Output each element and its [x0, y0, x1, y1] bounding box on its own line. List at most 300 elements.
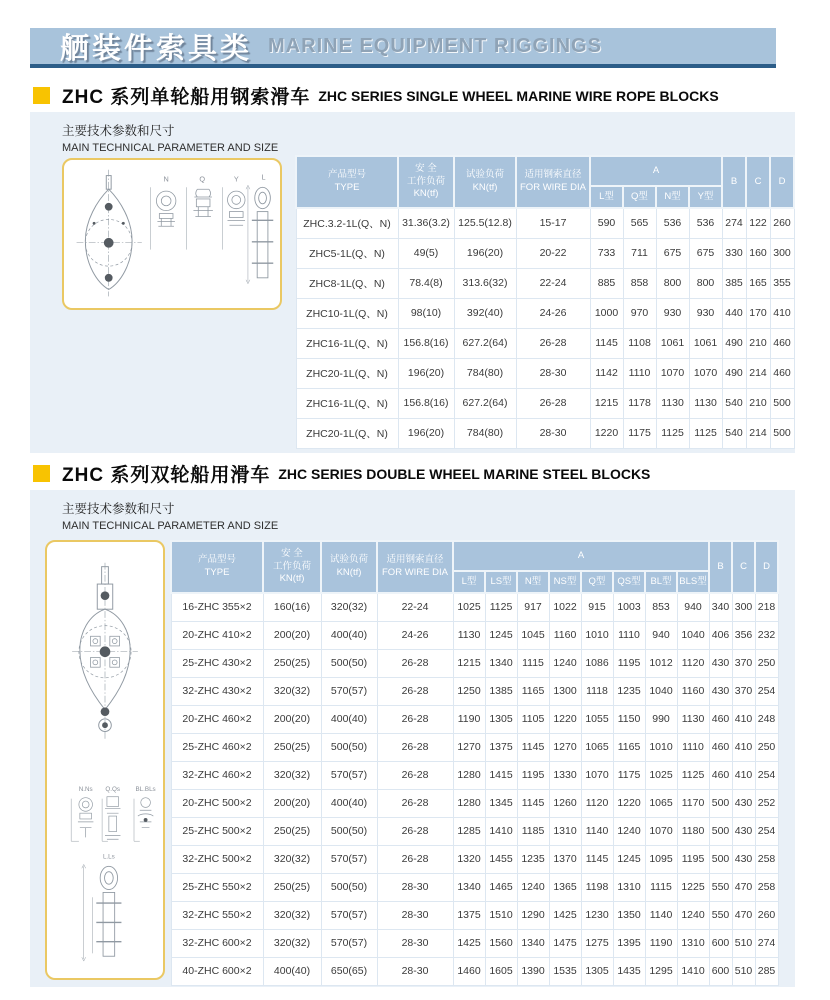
value-cell: 570(57)	[321, 845, 377, 873]
value-cell: 784(80)	[454, 418, 516, 448]
value-cell: 355	[770, 268, 794, 298]
value-cell: 1012	[645, 649, 677, 677]
value-cell: 410	[732, 705, 755, 733]
double-wheel-technical-drawing	[45, 540, 165, 980]
value-cell: 1395	[613, 929, 645, 957]
value-cell: 1190	[453, 705, 485, 733]
value-cell: 285	[755, 957, 778, 985]
value-cell: 392(40)	[454, 298, 516, 328]
value-cell: 320(32)	[263, 845, 321, 873]
value-cell: 940	[677, 593, 709, 621]
section-title-en: ZHC SERIES SINGLE WHEEL MARINE WIRE ROPE BLOCKS	[318, 87, 719, 104]
col-header-test-load: 试验负荷 KN(tf)	[454, 156, 516, 208]
col-header-swl: 安 全 工作负荷 KN(tf)	[263, 541, 321, 593]
value-cell: 400(40)	[321, 621, 377, 649]
value-cell: 570(57)	[321, 929, 377, 957]
product-type-cell: 25-ZHC 460×2	[171, 733, 263, 761]
value-cell: 570(57)	[321, 677, 377, 705]
value-cell: 1215	[453, 649, 485, 677]
value-cell: 250(25)	[263, 817, 321, 845]
value-cell: 800	[689, 268, 722, 298]
value-cell: 250	[755, 733, 778, 761]
section-box-single-wheel	[30, 112, 795, 453]
value-cell: 430	[709, 677, 732, 705]
value-cell: 627.2(64)	[454, 388, 516, 418]
drawing-label-q: Q	[199, 174, 206, 184]
section-title-cn: ZHC 系列单轮船用钢索滑车	[62, 87, 311, 108]
value-cell: 1410	[677, 957, 709, 985]
value-cell: 370	[732, 677, 755, 705]
value-cell: 210	[746, 328, 770, 358]
product-type-cell: ZHC5-1L(Q、N)	[296, 238, 398, 268]
table-body	[296, 208, 794, 448]
value-cell: 410	[732, 761, 755, 789]
col-header-d: D	[770, 156, 794, 208]
table-row	[296, 268, 794, 298]
value-cell: 1605	[485, 957, 517, 985]
value-cell: 1125	[689, 418, 722, 448]
table-row	[171, 789, 778, 817]
value-cell: 1340	[453, 873, 485, 901]
value-cell: 1130	[656, 388, 689, 418]
value-cell: 1300	[549, 677, 581, 705]
value-cell: 1180	[677, 817, 709, 845]
product-type-cell: ZHC8-1L(Q、N)	[296, 268, 398, 298]
value-cell: 1110	[677, 733, 709, 761]
product-type-cell: 32-ZHC 460×2	[171, 761, 263, 789]
value-cell: 1086	[581, 649, 613, 677]
col-header-wire-dia: 适用钢索直径 FOR WIRE DIA	[516, 156, 590, 208]
subtitle-cn: 主要技术参数和尺寸	[62, 124, 175, 138]
value-cell: 1065	[581, 733, 613, 761]
value-cell: 1040	[677, 621, 709, 649]
value-cell: 500	[709, 789, 732, 817]
value-cell: 430	[732, 789, 755, 817]
value-cell: 1365	[549, 873, 581, 901]
table-row	[171, 705, 778, 733]
value-cell: 1065	[645, 789, 677, 817]
value-cell: 675	[689, 238, 722, 268]
col-header-type: 产品型号 TYPE	[296, 156, 398, 208]
value-cell: 320(32)	[263, 677, 321, 705]
a-subtype-header: BL型	[645, 571, 677, 593]
value-cell: 1125	[677, 761, 709, 789]
value-cell: 26-28	[516, 388, 590, 418]
value-cell: 1415	[485, 761, 517, 789]
value-cell: 28-30	[377, 957, 453, 985]
value-cell: 470	[732, 873, 755, 901]
value-cell: 250(25)	[263, 873, 321, 901]
value-cell: 313.6(32)	[454, 268, 516, 298]
value-cell: 260	[770, 208, 794, 238]
value-cell: 460	[770, 358, 794, 388]
a-subtype-header: BLS型	[677, 571, 709, 593]
value-cell: 410	[770, 298, 794, 328]
col-header-c: C	[732, 541, 755, 593]
table-row	[171, 761, 778, 789]
value-cell: 1095	[645, 845, 677, 873]
product-type-cell: ZHC10-1L(Q、N)	[296, 298, 398, 328]
value-cell: 122	[746, 208, 770, 238]
a-subtype-header: L型	[590, 186, 623, 208]
value-cell: 1305	[485, 705, 517, 733]
value-cell: 26-28	[377, 677, 453, 705]
value-cell: 1055	[581, 705, 613, 733]
value-cell: 28-30	[377, 873, 453, 901]
value-cell: 536	[689, 208, 722, 238]
value-cell: 490	[722, 328, 746, 358]
value-cell: 400(40)	[263, 957, 321, 985]
value-cell: 460	[709, 733, 732, 761]
value-cell: 1175	[613, 761, 645, 789]
value-cell: 1140	[645, 901, 677, 929]
value-cell: 250	[755, 649, 778, 677]
value-cell: 500	[709, 845, 732, 873]
value-cell: 500	[770, 418, 794, 448]
value-cell: 915	[581, 593, 613, 621]
value-cell: 340	[709, 593, 732, 621]
value-cell: 1305	[581, 957, 613, 985]
drawing-label-n: N	[163, 174, 169, 184]
value-cell: 1010	[581, 621, 613, 649]
value-cell: 254	[755, 677, 778, 705]
value-cell: 274	[722, 208, 746, 238]
value-cell: 1145	[581, 845, 613, 873]
value-cell: 1220	[590, 418, 623, 448]
col-header-test-load: 试验负荷 KN(tf)	[321, 541, 377, 593]
value-cell: 1025	[645, 761, 677, 789]
value-cell: 1040	[645, 677, 677, 705]
product-type-cell: 32-ZHC 600×2	[171, 929, 263, 957]
value-cell: 570(57)	[321, 901, 377, 929]
table-row	[171, 621, 778, 649]
value-cell: 1235	[517, 845, 549, 873]
value-cell: 28-30	[377, 929, 453, 957]
value-cell: 1140	[581, 817, 613, 845]
value-cell: 1270	[453, 733, 485, 761]
value-cell: 500	[770, 388, 794, 418]
value-cell: 218	[755, 593, 778, 621]
value-cell: 1215	[590, 388, 623, 418]
product-type-cell: 25-ZHC 430×2	[171, 649, 263, 677]
value-cell: 250(25)	[263, 733, 321, 761]
a-subtype-header: Y型	[689, 186, 722, 208]
banner-title-en: MARINE EQUIPMENT RIGGINGS	[268, 34, 602, 57]
drawing-label-bl-bls: BL.BLs	[135, 785, 156, 793]
value-cell: 570(57)	[321, 761, 377, 789]
yellow-square-bullet-icon	[33, 465, 50, 482]
value-cell: 320(32)	[263, 761, 321, 789]
value-cell: 1340	[485, 649, 517, 677]
value-cell: 858	[623, 268, 656, 298]
value-cell: 460	[709, 705, 732, 733]
product-type-cell: 32-ZHC 430×2	[171, 677, 263, 705]
table-row	[171, 957, 778, 985]
value-cell: 1130	[689, 388, 722, 418]
value-cell: 1245	[485, 621, 517, 649]
product-type-cell: ZHC20-1L(Q、N)	[296, 358, 398, 388]
value-cell: 1535	[549, 957, 581, 985]
value-cell: 1061	[689, 328, 722, 358]
single-wheel-drawing-svg	[64, 160, 280, 308]
section-title-en: ZHC SERIES DOUBLE WHEEL MARINE STEEL BLOCKS	[278, 465, 651, 482]
value-cell: 1275	[581, 929, 613, 957]
value-cell: 200(20)	[263, 705, 321, 733]
value-cell: 1198	[581, 873, 613, 901]
col-header-type: 产品型号 TYPE	[171, 541, 263, 593]
value-cell: 600	[709, 929, 732, 957]
value-cell: 125.5(12.8)	[454, 208, 516, 238]
value-cell: 400(40)	[321, 705, 377, 733]
value-cell: 26-28	[377, 705, 453, 733]
value-cell: 1070	[581, 761, 613, 789]
value-cell: 214	[746, 418, 770, 448]
a-subtype-header: Q型	[581, 571, 613, 593]
value-cell: 930	[656, 298, 689, 328]
product-type-cell: 32-ZHC 500×2	[171, 845, 263, 873]
subtitle-en: MAIN TECHNICAL PARAMETER AND SIZE	[62, 520, 279, 532]
value-cell: 250(25)	[263, 649, 321, 677]
value-cell: 320(32)	[263, 929, 321, 957]
value-cell: 196(20)	[398, 418, 454, 448]
value-cell: 24-26	[516, 298, 590, 328]
value-cell: 536	[656, 208, 689, 238]
value-cell: 160	[746, 238, 770, 268]
value-cell: 590	[590, 208, 623, 238]
value-cell: 1510	[485, 901, 517, 929]
value-cell: 1560	[485, 929, 517, 957]
section-title-single-wheel	[33, 82, 719, 109]
value-cell: 1115	[645, 873, 677, 901]
product-type-cell: 25-ZHC 550×2	[171, 873, 263, 901]
value-cell: 1330	[549, 761, 581, 789]
value-cell: 930	[689, 298, 722, 328]
value-cell: 156.8(16)	[398, 328, 454, 358]
value-cell: 1045	[517, 621, 549, 649]
value-cell: 300	[770, 238, 794, 268]
drawing-label-n-ns: N.Ns	[78, 785, 93, 793]
value-cell: 1375	[453, 901, 485, 929]
value-cell: 260	[755, 901, 778, 929]
value-cell: 1240	[517, 873, 549, 901]
value-cell: 1110	[623, 358, 656, 388]
value-cell: 26-28	[377, 817, 453, 845]
value-cell: 1260	[549, 789, 581, 817]
value-cell: 733	[590, 238, 623, 268]
col-header-wire-dia: 适用钢索直径 FOR WIRE DIA	[377, 541, 453, 593]
value-cell: 300	[732, 593, 755, 621]
value-cell: 784(80)	[454, 358, 516, 388]
value-cell: 28-30	[377, 901, 453, 929]
value-cell: 1105	[517, 705, 549, 733]
col-header-c: C	[746, 156, 770, 208]
drawing-label-q-qs: Q.Qs	[105, 785, 121, 793]
col-header-a-group: A	[590, 156, 722, 186]
col-header-b: B	[722, 156, 746, 208]
value-cell: 26-28	[377, 733, 453, 761]
drawing-label-y: Y	[233, 174, 239, 184]
product-type-cell: ZHC20-1L(Q、N)	[296, 418, 398, 448]
value-cell: 1130	[677, 705, 709, 733]
value-cell: 1178	[623, 388, 656, 418]
a-subtype-header: L型	[453, 571, 485, 593]
value-cell: 1390	[517, 957, 549, 985]
value-cell: 470	[732, 901, 755, 929]
value-cell: 500(50)	[321, 649, 377, 677]
value-cell: 1220	[613, 789, 645, 817]
value-cell: 500	[709, 817, 732, 845]
value-cell: 200(20)	[263, 621, 321, 649]
table-row	[296, 388, 794, 418]
value-cell: 28-30	[516, 358, 590, 388]
value-cell: 356	[732, 621, 755, 649]
value-cell: 1235	[613, 677, 645, 705]
section-box-double-wheel	[30, 490, 795, 987]
yellow-square-bullet-icon	[33, 87, 50, 104]
value-cell: 1110	[613, 621, 645, 649]
value-cell: 1165	[517, 677, 549, 705]
value-cell: 970	[623, 298, 656, 328]
value-cell: 1190	[645, 929, 677, 957]
value-cell: 565	[623, 208, 656, 238]
value-cell: 500(50)	[321, 817, 377, 845]
value-cell: 1410	[485, 817, 517, 845]
value-cell: 26-28	[377, 649, 453, 677]
value-cell: 24-26	[377, 621, 453, 649]
value-cell: 1310	[677, 929, 709, 957]
value-cell: 1425	[549, 901, 581, 929]
value-cell: 1250	[453, 677, 485, 705]
table-body	[171, 593, 778, 985]
table-row	[171, 817, 778, 845]
value-cell: 26-28	[377, 845, 453, 873]
value-cell: 1280	[453, 761, 485, 789]
value-cell: 98(10)	[398, 298, 454, 328]
value-cell: 1120	[677, 649, 709, 677]
value-cell: 1290	[517, 901, 549, 929]
value-cell: 252	[755, 789, 778, 817]
value-cell: 26-28	[377, 789, 453, 817]
value-cell: 1118	[581, 677, 613, 705]
value-cell: 1010	[645, 733, 677, 761]
value-cell: 430	[732, 817, 755, 845]
a-subtype-header: NS型	[549, 571, 581, 593]
value-cell: 1115	[517, 649, 549, 677]
table-row	[296, 208, 794, 238]
value-cell: 1320	[453, 845, 485, 873]
value-cell: 1150	[613, 705, 645, 733]
value-cell: 406	[709, 621, 732, 649]
a-subtype-header: Q型	[623, 186, 656, 208]
value-cell: 385	[722, 268, 746, 298]
value-cell: 1175	[623, 418, 656, 448]
value-cell: 650(65)	[321, 957, 377, 985]
value-cell: 490	[722, 358, 746, 388]
table-row	[171, 901, 778, 929]
value-cell: 1070	[656, 358, 689, 388]
value-cell: 550	[709, 873, 732, 901]
product-type-cell: 40-ZHC 600×2	[171, 957, 263, 985]
value-cell: 510	[732, 957, 755, 985]
parameters-subtitle	[62, 499, 278, 532]
section-title-cn: ZHC 系列双轮船用滑车	[62, 465, 271, 486]
a-subtype-header: N型	[517, 571, 549, 593]
value-cell: 156.8(16)	[398, 388, 454, 418]
product-type-cell: 32-ZHC 550×2	[171, 901, 263, 929]
table-header	[171, 541, 778, 593]
table-row	[171, 649, 778, 677]
double-wheel-spec-table	[170, 540, 779, 986]
table-row	[171, 677, 778, 705]
value-cell: 78.4(8)	[398, 268, 454, 298]
product-type-cell: ZHC16-1L(Q、N)	[296, 328, 398, 358]
drawing-label-l: L	[261, 172, 266, 182]
page-banner	[30, 28, 776, 68]
value-cell: 1160	[677, 677, 709, 705]
value-cell: 1145	[590, 328, 623, 358]
value-cell: 800	[656, 268, 689, 298]
value-cell: 31.36(3.2)	[398, 208, 454, 238]
value-cell: 1425	[453, 929, 485, 957]
value-cell: 1310	[549, 817, 581, 845]
value-cell: 196(20)	[454, 238, 516, 268]
value-cell: 1240	[549, 649, 581, 677]
value-cell: 550	[709, 901, 732, 929]
value-cell: 1142	[590, 358, 623, 388]
value-cell: 1170	[677, 789, 709, 817]
value-cell: 1455	[485, 845, 517, 873]
value-cell: 1270	[549, 733, 581, 761]
value-cell: 330	[722, 238, 746, 268]
value-cell: 1160	[549, 621, 581, 649]
value-cell: 1340	[517, 929, 549, 957]
value-cell: 675	[656, 238, 689, 268]
value-cell: 22-24	[377, 593, 453, 621]
value-cell: 540	[722, 388, 746, 418]
product-type-cell: 16-ZHC 355×2	[171, 593, 263, 621]
table-row	[296, 418, 794, 448]
value-cell: 940	[645, 621, 677, 649]
value-cell: 26-28	[377, 761, 453, 789]
product-type-cell: 20-ZHC 460×2	[171, 705, 263, 733]
double-wheel-drawing-svg	[47, 542, 163, 978]
value-cell: 1120	[581, 789, 613, 817]
a-subtype-header: N型	[656, 186, 689, 208]
table-header	[296, 156, 794, 208]
value-cell: 1195	[517, 761, 549, 789]
section-title-double-wheel	[33, 460, 650, 487]
parameters-subtitle	[62, 121, 278, 154]
value-cell: 1385	[485, 677, 517, 705]
table-row	[296, 328, 794, 358]
value-cell: 627.2(64)	[454, 328, 516, 358]
value-cell: 254	[755, 761, 778, 789]
value-cell: 1000	[590, 298, 623, 328]
product-type-cell: 20-ZHC 410×2	[171, 621, 263, 649]
single-wheel-spec-table	[295, 155, 795, 449]
value-cell: 258	[755, 873, 778, 901]
value-cell: 1460	[453, 957, 485, 985]
value-cell: 1125	[656, 418, 689, 448]
value-cell: 320(32)	[321, 593, 377, 621]
value-cell: 1165	[613, 733, 645, 761]
value-cell: 15-17	[516, 208, 590, 238]
a-subtype-header: QS型	[613, 571, 645, 593]
value-cell: 1295	[645, 957, 677, 985]
value-cell: 1195	[677, 845, 709, 873]
value-cell: 1145	[517, 733, 549, 761]
value-cell: 1375	[485, 733, 517, 761]
